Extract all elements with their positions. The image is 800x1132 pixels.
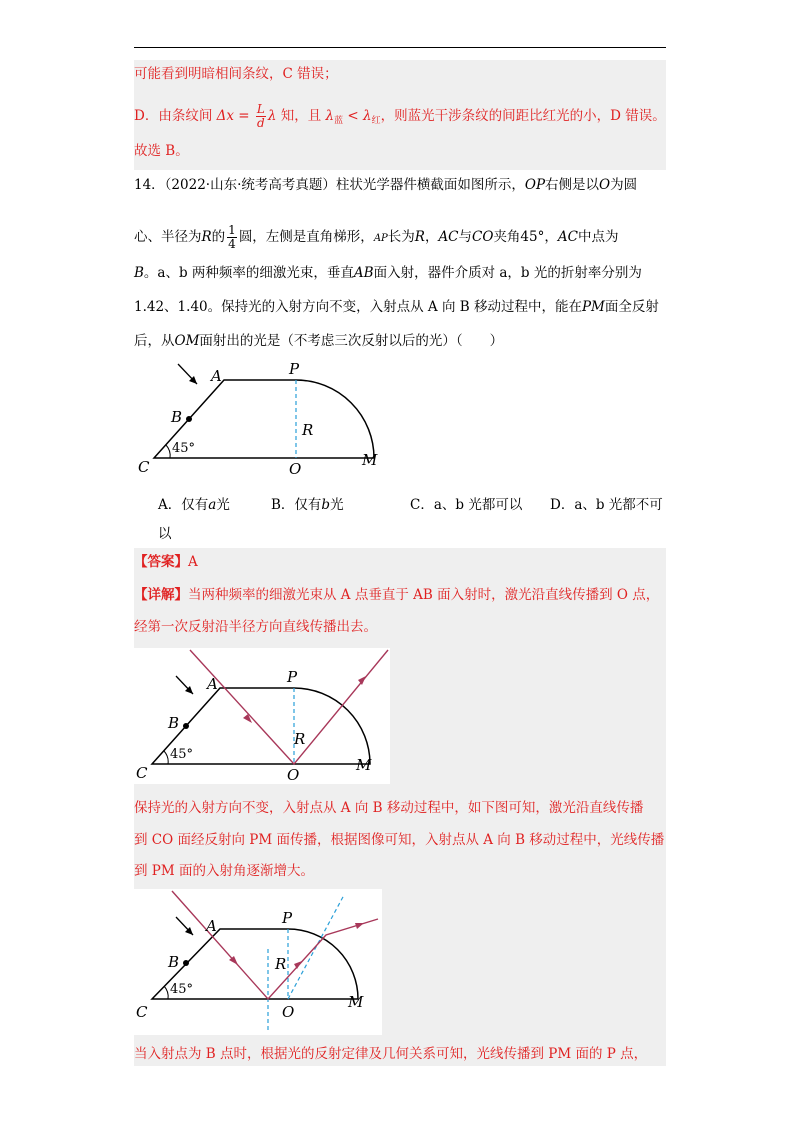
svg-text:A: A bbox=[207, 675, 218, 693]
label-r: R bbox=[302, 421, 314, 439]
svg-text:45°: 45° bbox=[170, 747, 194, 762]
explain-p2-line-2: 到 CO 面经反射向 PM 面传播，根据图像可知，入射点从 A 向 B 移动过程中，光线传播 bbox=[134, 832, 665, 848]
svg-text:O: O bbox=[282, 1003, 295, 1021]
label-b: B bbox=[171, 408, 183, 426]
svg-text:M: M bbox=[348, 993, 364, 1011]
svg-text:P: P bbox=[287, 668, 298, 686]
svg-text:A: A bbox=[206, 917, 217, 935]
question-line-1: 14．（2022·山东·统考高考真题）柱状光学器件横截面如图所示，OP右侧是以O为圆 bbox=[134, 177, 638, 193]
formula-fraction: $\frac{L}{d}$ bbox=[256, 102, 265, 130]
svg-text:P: P bbox=[282, 909, 293, 927]
explain-line-2: 经第一次反射沿半径方向直线传播出去。 bbox=[134, 619, 377, 635]
svg-text:B: B bbox=[168, 953, 180, 971]
option-b[interactable]: B．仅有b光 bbox=[271, 497, 344, 513]
label-a: A bbox=[211, 367, 222, 385]
svg-text:R: R bbox=[294, 730, 306, 748]
option-c[interactable]: C．a、b 光都可以 bbox=[410, 497, 523, 513]
prev-solution-c: 可能看到明暗相间条纹，C 错误； bbox=[134, 66, 338, 82]
option-d[interactable]: D．a、b 光都不可 bbox=[550, 497, 663, 513]
label-o: O bbox=[289, 460, 302, 478]
svg-text:C: C bbox=[136, 1003, 148, 1021]
point-b bbox=[183, 960, 189, 966]
question-line-4: 1.42、1.40。保持光的入射方向不变，入射点从 A 向 B 移动过程中，能在PM面全反射 bbox=[134, 299, 659, 315]
angle-arc bbox=[166, 445, 170, 458]
answer-line: 【答案】A bbox=[134, 554, 198, 570]
explain-p2-line-1: 保持光的入射方向不变，入射点从 A 向 B 移动过程中，如下图可知，激光沿直线传播 bbox=[134, 800, 644, 816]
question-figure bbox=[134, 360, 394, 480]
label-angle: 45° bbox=[172, 441, 196, 456]
svg-text:O: O bbox=[287, 766, 300, 784]
prev-solution-d: D．由条纹间 Δx = $\frac{L}{d}$ λ 知，且 $\lambda_蓝 < \lambda_红$，则蓝光干涉条纹的间距比红光的小，D 错误。 bbox=[134, 102, 666, 130]
explain-line-1: 【详解】当两种频率的细激光束从 A 点垂直于 AB 面入射时，激光沿直线传播到 O 点， bbox=[134, 587, 660, 603]
question-line-5: 后，从OM面射出的光是（不考虑三次反射以后的光）（ ） bbox=[134, 333, 504, 349]
label-p: P bbox=[289, 360, 300, 378]
svg-text:C: C bbox=[136, 764, 148, 782]
point-b bbox=[186, 416, 192, 422]
svg-text:B: B bbox=[168, 714, 180, 732]
question-line-3: B。a、b 两种频率的细激光束，垂直AB面入射，器件介质对 a，b 光的折射率分别为 bbox=[134, 265, 642, 281]
option-d-wrap: 以 bbox=[158, 526, 172, 542]
label-m: M bbox=[362, 451, 378, 469]
top-rule bbox=[134, 47, 666, 48]
solution-figure-1 bbox=[134, 648, 390, 784]
prev-solution-choose: 故选 B。 bbox=[134, 143, 189, 159]
svg-text:45°: 45° bbox=[170, 982, 194, 997]
svg-text:M: M bbox=[356, 756, 372, 774]
point-b bbox=[183, 723, 189, 729]
option-a[interactable]: A．仅有a光 bbox=[158, 497, 230, 513]
label-c: C bbox=[138, 458, 150, 476]
explain-p3-line-1: 当入射点为 B 点时，根据光的反射定律及几何关系可知，光线传播到 PM 面的 P 点， bbox=[134, 1046, 648, 1062]
explain-p2-line-3: 到 PM 面的入射角逐渐增大。 bbox=[134, 863, 314, 879]
solution-figure-2 bbox=[134, 889, 382, 1035]
question-line-2: 心、半径为R的 $\frac{1}{4}$ 圆，左侧是直角梯形，AP长为R，AC与CO夹角45°，AC中点为 bbox=[134, 223, 619, 251]
svg-text:R: R bbox=[275, 955, 287, 973]
